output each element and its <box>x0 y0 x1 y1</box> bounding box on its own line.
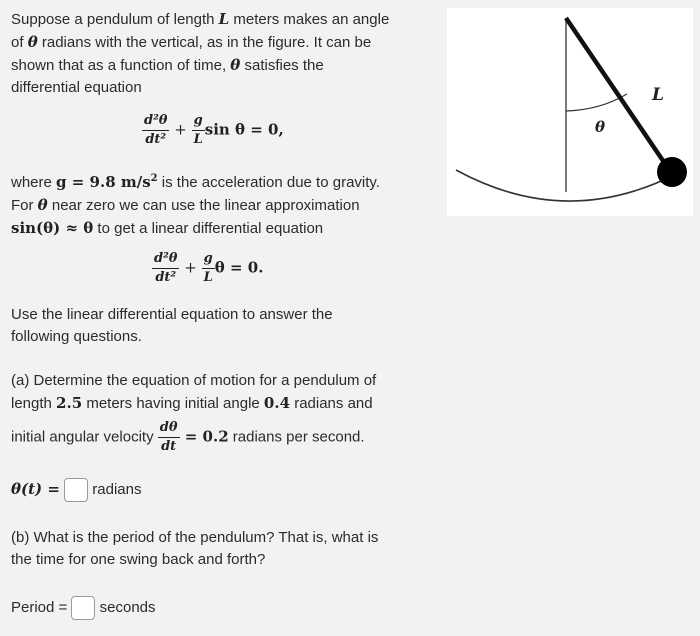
var-theta: θ <box>37 196 48 214</box>
gravity-value: g = 9.8 m/s <box>56 173 151 191</box>
fraction-denominator: dt² <box>155 270 177 285</box>
where-text: where <box>11 174 57 191</box>
fraction-denominator: dt <box>161 439 177 454</box>
fraction-denominator: L <box>193 132 203 147</box>
fraction-denominator: L <box>203 270 213 285</box>
where-text: to get a linear differential equation <box>93 220 324 237</box>
linear-equation <box>152 250 263 287</box>
pendulum-figure <box>447 8 693 216</box>
where-line-3 <box>11 217 416 240</box>
part-a-text: meters having initial angle <box>82 395 264 412</box>
where-line-2 <box>11 194 416 217</box>
small-angle-approximation: sin(θ) ≈ θ <box>11 219 94 237</box>
pendulum-diagram <box>447 8 693 216</box>
part-a-text: radians per second. <box>228 428 365 446</box>
equation-tail: θ = 0. <box>214 258 264 277</box>
period-answer-unit: seconds <box>99 598 156 616</box>
fraction-numerator: g <box>202 250 215 269</box>
fraction-numerator: g <box>192 112 205 131</box>
theta-answer-label: θ(t) = <box>11 479 60 498</box>
part-a-text: initial angular velocity <box>11 428 158 446</box>
part-a-question <box>11 370 416 456</box>
intro-line-1 <box>11 8 416 31</box>
fraction-denominator: dt² <box>145 132 167 147</box>
where-paragraph <box>11 168 416 240</box>
where-text: near zero we can use the linear approximation <box>47 197 360 214</box>
second-derivative-fraction <box>152 250 179 287</box>
initial-angle-value: 0.4 <box>263 394 291 412</box>
theta-answer-unit: radians <box>92 480 142 498</box>
g-over-L-fraction <box>192 112 205 149</box>
use-paragraph <box>11 304 416 348</box>
part-a-text: length <box>11 395 57 412</box>
equation-tail: sin θ = 0, <box>204 120 284 139</box>
period-answer-label: Period = <box>11 598 68 616</box>
nonlinear-equation <box>142 112 284 149</box>
pendulum-bob <box>657 157 687 187</box>
angular-velocity-value: = 0.2 <box>179 427 229 446</box>
where-text: For <box>11 197 38 214</box>
part-a-line-2 <box>11 392 416 415</box>
plus-sign: + <box>174 120 187 139</box>
length-label: L <box>652 85 664 105</box>
theta-answer-input[interactable] <box>64 478 88 502</box>
fraction-numerator: d²θ <box>142 112 169 131</box>
g-over-L-fraction <box>202 250 215 287</box>
intro-line-4: differential equation <box>11 79 142 96</box>
fraction-numerator: d²θ <box>152 250 179 269</box>
where-text: is the acceleration due to gravity. <box>157 174 380 191</box>
period-answer-row <box>11 596 156 620</box>
var-theta: θ <box>27 33 38 51</box>
period-answer-input[interactable] <box>71 596 95 620</box>
use-line-2: following questions. <box>11 328 142 345</box>
where-line-1 <box>11 168 416 194</box>
fraction-numerator: dθ <box>158 419 180 438</box>
second-derivative-fraction <box>142 112 169 149</box>
intro-text: meters makes an angle <box>229 11 390 28</box>
intro-text: satisfies the <box>240 57 324 74</box>
intro-line-2 <box>11 31 416 54</box>
exponent: 2 <box>150 173 158 184</box>
angle-label: θ <box>595 118 606 136</box>
part-b-line-2: the time for one swing back and forth? <box>11 551 266 568</box>
intro-paragraph <box>11 8 416 99</box>
angular-velocity-fraction <box>158 419 180 456</box>
intro-text: shown that as a function of time, <box>11 57 231 74</box>
var-theta: θ <box>230 56 241 74</box>
part-b-line-1: (b) What is the period of the pendulum? That is, what is <box>11 529 379 546</box>
length-value: 2.5 <box>56 394 83 412</box>
part-a-text: radians and <box>290 395 373 412</box>
part-a-line-1: (a) Determine the equation of motion for a pendulum of <box>11 372 377 389</box>
intro-text: radians with the vertical, as in the figure. It can be <box>37 34 372 51</box>
use-line-1: Use the linear differential equation to answer the <box>11 306 333 323</box>
intro-line-3 <box>11 54 416 77</box>
part-b-question <box>11 527 416 571</box>
intro-text: Suppose a pendulum of length <box>11 11 219 28</box>
plus-sign: + <box>184 258 197 277</box>
theta-answer-row <box>11 478 141 502</box>
part-a-line-3 <box>11 419 416 456</box>
intro-text: of <box>11 34 28 51</box>
var-L: L <box>218 10 230 28</box>
